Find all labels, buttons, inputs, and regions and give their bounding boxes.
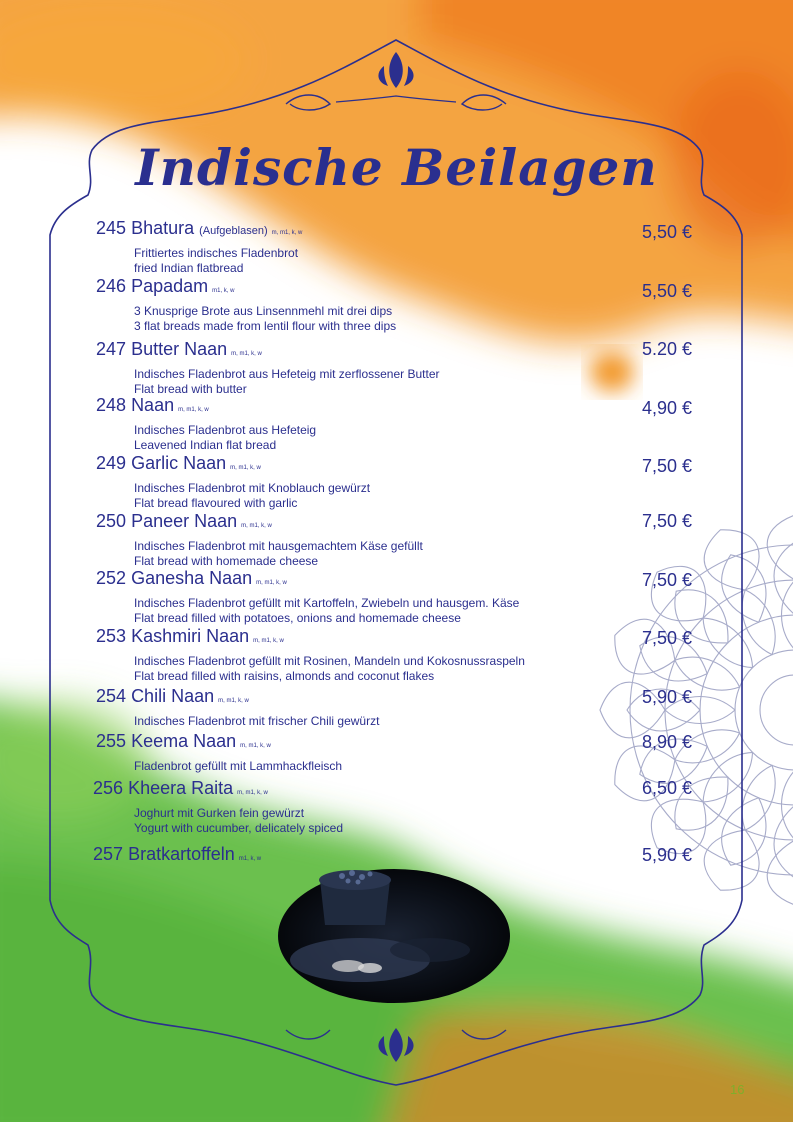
description-en: 3 flat breads made from lentil flour with three dips <box>134 319 397 333</box>
item-number: 255 <box>96 731 127 751</box>
item-number: 246 <box>96 276 127 296</box>
item-name: Bhatura <box>131 218 195 238</box>
description-de: Indisches Fladenbrot mit Knoblauch gewürzt <box>134 481 371 495</box>
allergen-codes: m1, k, w <box>212 288 235 294</box>
price-255: 8,90 € <box>641 732 692 752</box>
item-number: 253 <box>96 626 127 646</box>
price-247: 5.20 € <box>641 339 692 359</box>
description-de: Indisches Fladenbrot gefüllt mit Rosinen, Mandeln und Kokosnussraspeln <box>134 654 525 668</box>
price-250: 7,50 € <box>641 511 692 531</box>
item-name: Chili Naan <box>131 686 215 706</box>
food-photo <box>278 869 510 1003</box>
item-number: 256 <box>93 778 124 798</box>
item-number: 252 <box>96 568 127 588</box>
description-en: Flat bread filled with raisins, almonds and coconut flakes <box>134 669 435 683</box>
item-name: Kheera Raita <box>128 778 234 798</box>
price-245: 5,50 € <box>641 222 692 242</box>
allergen-codes: m, m1, k, w <box>271 230 303 236</box>
item-name: Kashmiri Naan <box>131 626 250 646</box>
description-de: Indisches Fladenbrot aus Hefeteig <box>134 423 317 437</box>
description-de: 3 Knusprige Brote aus Linsennmehl mit drei dips <box>134 304 393 318</box>
allergen-codes: m, m1, k, w <box>237 790 268 796</box>
item-name: Bratkartoffeln <box>128 844 235 864</box>
price-252: 7,50 € <box>641 570 692 590</box>
item-name: Butter Naan <box>131 339 228 359</box>
price-256: 6,50 € <box>641 778 692 798</box>
description-de: Indisches Fladenbrot mit hausgemachtem Käse gefüllt <box>134 539 423 553</box>
item-name: Garlic Naan <box>131 453 227 473</box>
item-number: 245 <box>96 218 127 238</box>
item-number: 248 <box>96 395 127 415</box>
page-title: Indische Beilagen <box>135 138 658 197</box>
description-de: Indisches Fladenbrot aus Hefeteig mit zerflossener Butter <box>134 367 440 381</box>
description-de: Indisches Fladenbrot gefüllt mit Kartoffeln, Zwiebeln und hausgem. Käse <box>134 596 520 610</box>
description-de: Frittiertes indisches Fladenbrot <box>134 246 299 260</box>
item-name: Papadam <box>131 276 209 296</box>
price-249: 7,50 € <box>641 456 692 476</box>
price-246: 5,50 € <box>641 281 692 301</box>
allergen-codes: m, m1, k, w <box>256 580 287 586</box>
description-de: Joghurt mit Gurken fein gewürzt <box>134 806 305 820</box>
allergen-codes: m, m1, k, w <box>230 465 261 471</box>
description-en: Flat bread with homemade cheese <box>134 554 319 568</box>
price-248: 4,90 € <box>641 398 692 418</box>
description-en: Flat bread with butter <box>134 382 247 396</box>
item-number: 249 <box>96 453 127 473</box>
allergen-codes: m, m1, k, w <box>231 351 262 357</box>
allergen-codes: m, m1, k, w <box>241 523 272 529</box>
item-subtitle: (Aufgeblasen) <box>199 225 268 237</box>
item-name: Naan <box>131 395 175 415</box>
item-name: Paneer Naan <box>131 511 238 531</box>
price-254: 5,90 € <box>641 687 692 707</box>
allergen-codes: m1, k, w <box>238 856 262 862</box>
item-number: 257 <box>93 844 124 864</box>
description-de: Fladenbrot gefüllt mit Lammhackfleisch <box>134 759 343 773</box>
description-en: fried Indian flatbread <box>134 261 244 275</box>
description-en: Flat bread flavoured with garlic <box>134 496 298 510</box>
item-name: Ganesha Naan <box>131 568 253 588</box>
item-number: 254 <box>96 686 127 706</box>
description-en: Flat bread filled with potatoes, onions and homemade cheese <box>134 611 461 625</box>
item-number: 247 <box>96 339 127 359</box>
price-257: 5,90 € <box>641 845 692 865</box>
allergen-codes: m, m1, k, w <box>253 638 284 644</box>
item-number: 250 <box>96 511 127 531</box>
description-en: Leavened Indian flat bread <box>134 438 277 452</box>
allergen-codes: m, m1, k, w <box>178 407 209 413</box>
allergen-codes: m, m1, k, w <box>218 698 249 704</box>
description-de: Indisches Fladenbrot mit frischer Chili gewürzt <box>134 714 380 728</box>
page-number: 16 <box>730 1082 745 1097</box>
description-en: Yogurt with cucumber, delicately spiced <box>134 821 344 835</box>
allergen-codes: m, m1, k, w <box>240 743 271 749</box>
price-253: 7,50 € <box>641 628 692 648</box>
item-name: Keema Naan <box>131 731 237 751</box>
